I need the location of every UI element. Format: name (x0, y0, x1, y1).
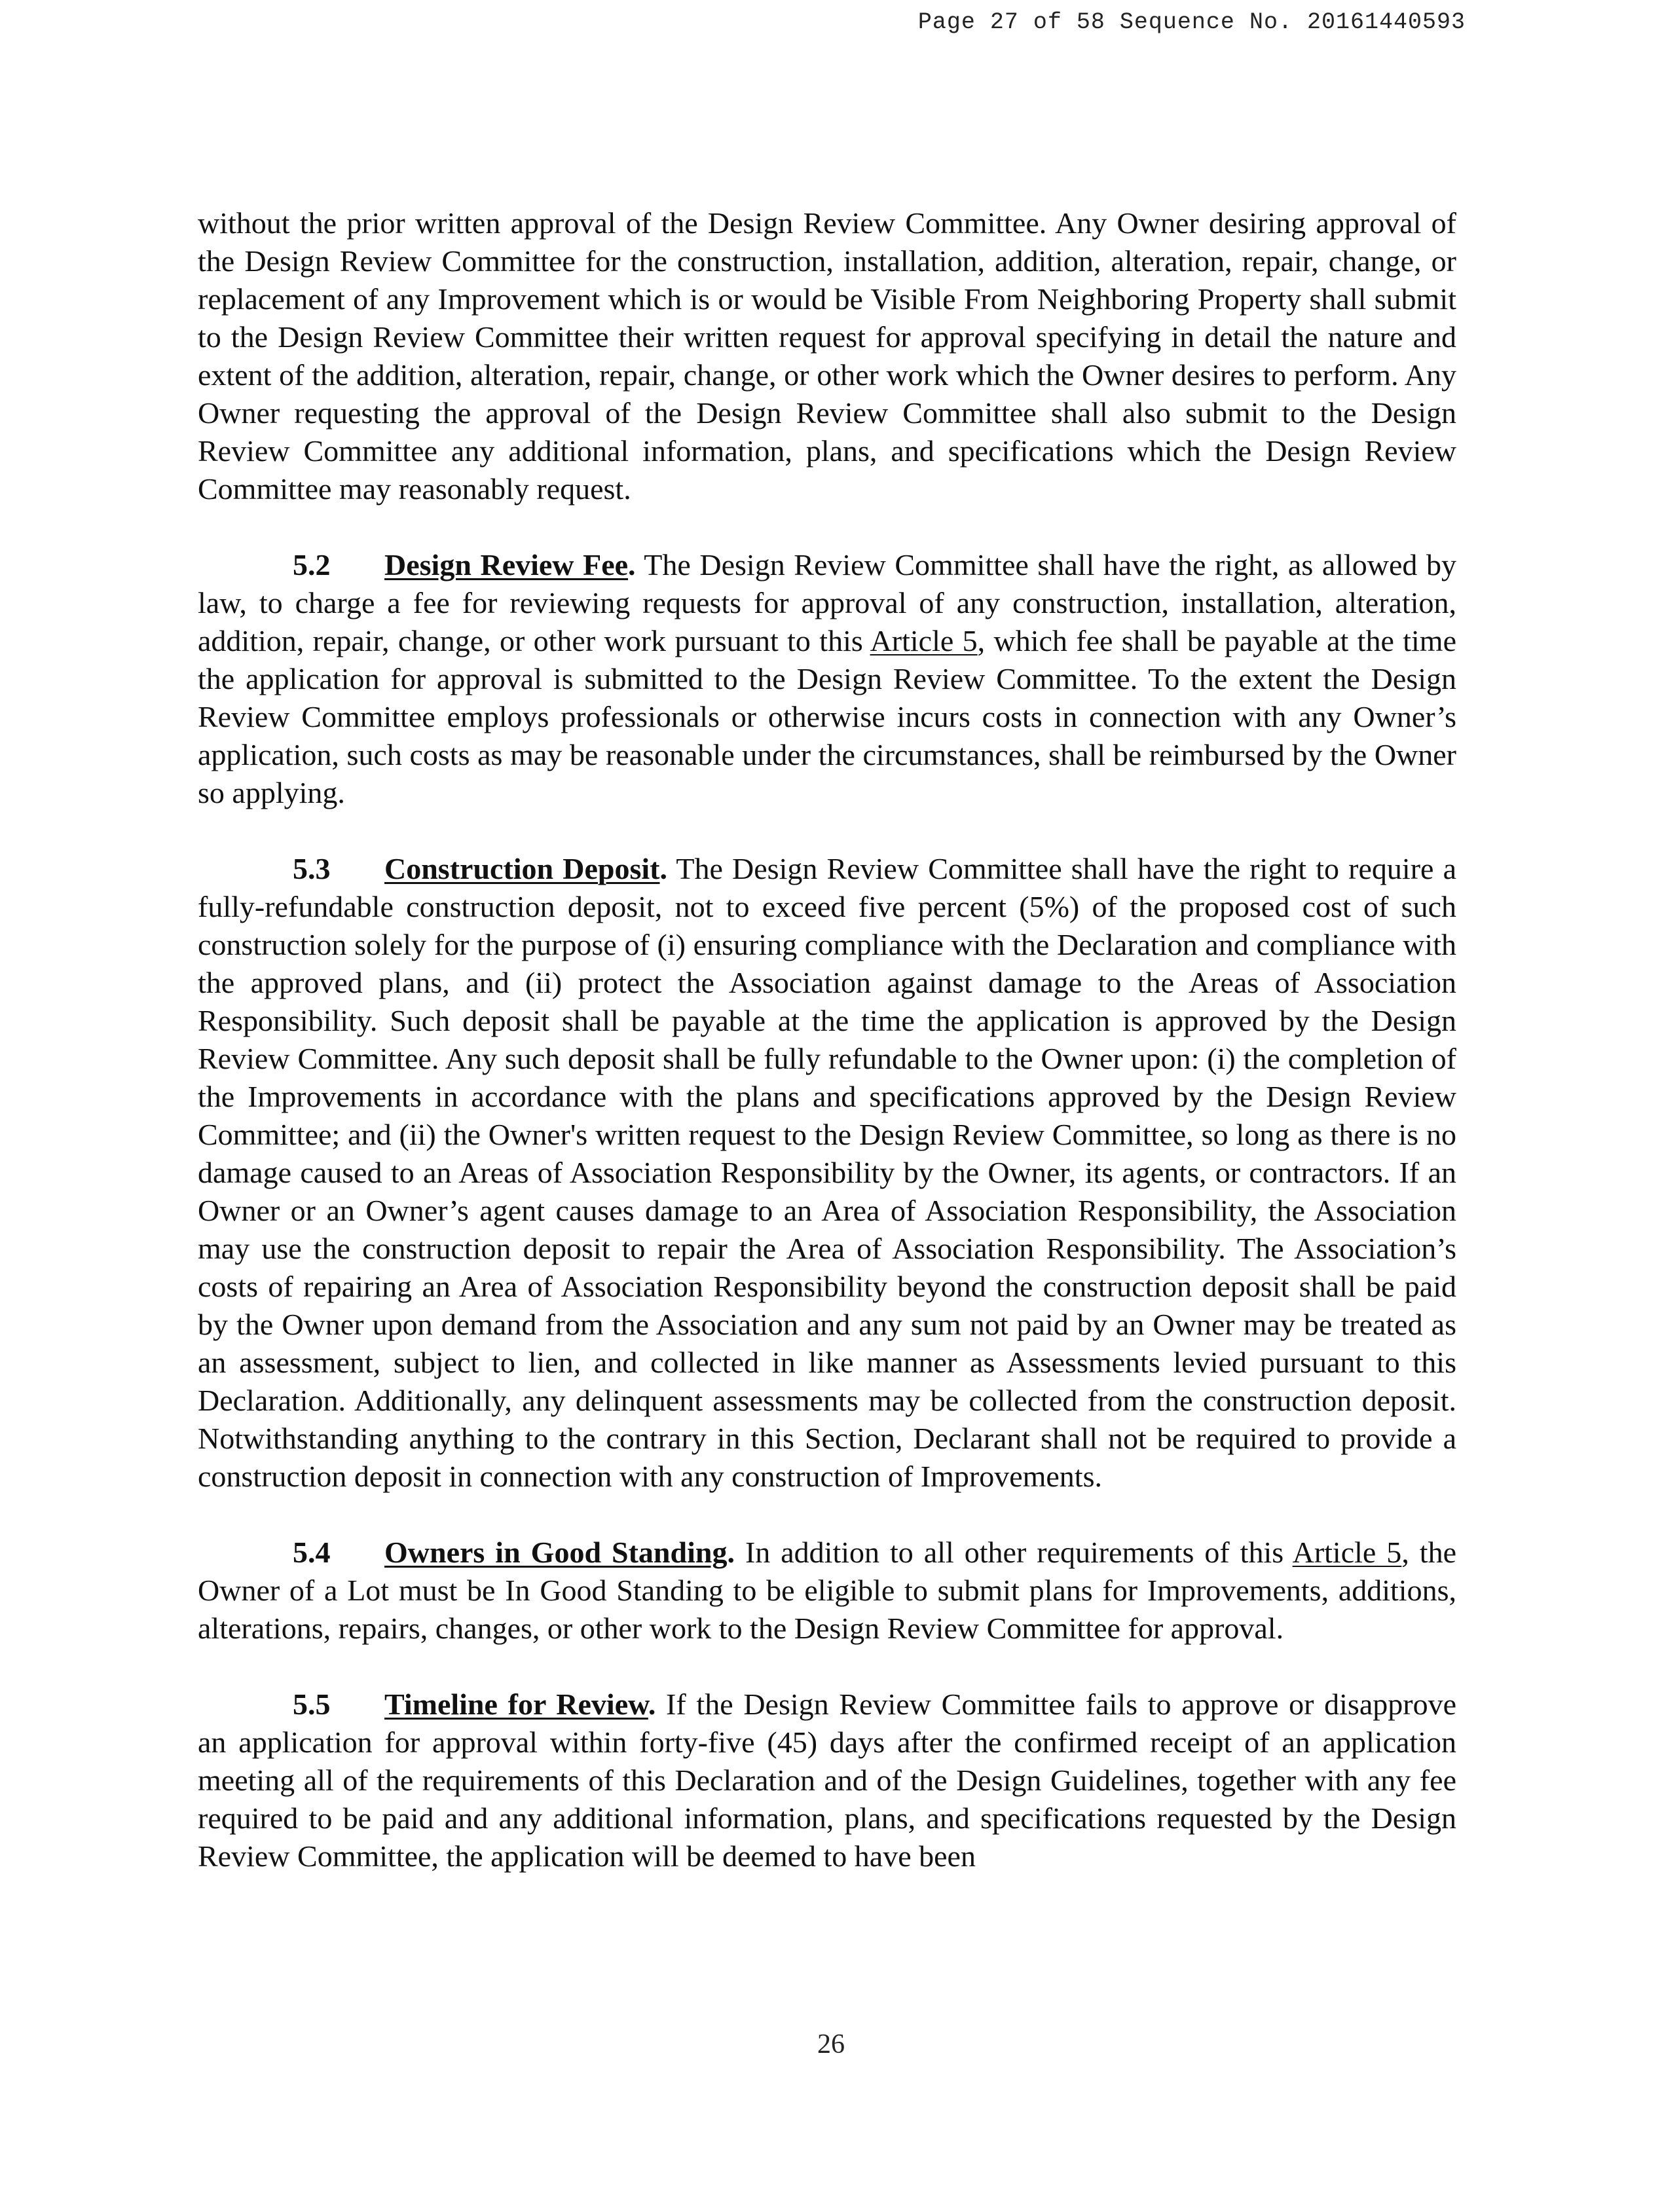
section-body-continued: , which fee shall be payable at the time the application for approval is submitted to the Design Review Committee. To the extent the Design Review Committee employs professionals or otherwise incurs costs in connection with any Owner’s application, such costs as may be reasonable under the circumstances, shall be reimbursed by the Owner so applying. (198, 624, 1456, 809)
section-body-continued: , the Owner of a Lot must be In Good Standing to be eligible to submit plans for Improvements, additions, alterations, repairs, changes, or other work to the Design Review Committee for approval. (198, 1536, 1456, 1645)
section-body: The Design Review Committee shall have the right to require a fully-refundable construction deposit, not to exceed five percent (5%) of the proposed cost of such construction solely for the purpose of (i) ensuring compliance with the Declaration and compliance with the approved plans, and (ii) protect the Association against damage to the Areas of Association Responsibility. Such deposit shall be payable at the time the application is approved by the Design Review Committee. Any such deposit shall be fully refundable to the Owner upon: (i) the completion of the Improvements in accordance with the plans and specifications approved by the Design Review Committee; and (ii) the Owner's written request to the Design Review Committee, so long as there is no damage caused to an Areas of Association Responsibility by the Owner, its agents, or contractors. If an Owner or an Owner’s agent causes damage to an Area of Association Responsibility, the Association may use the construction deposit to repair the Area of Association Responsibility. The Association’s costs of repairing an Area of Association Responsibility beyond the construction deposit shall be paid by the Owner upon demand from the Association and any sum not paid by an Owner may be treated as an assessment, subject to lien, and collected in like manner as Assessments levied pursuant to this Declaration. Additionally, any delinquent assessments may be collected from the construction deposit. Notwithstanding anything to the contrary in this Section, Declarant shall not be required to provide a construction deposit in connection with any construction of Improvements. (198, 852, 1457, 1493)
section-5-3 (198, 850, 1456, 1496)
continuation-paragraph: without the prior written approval of the Design Review Committee. Any Owner desiring approval of the Design Review Committee for the construction, installation, addition, alteration, repair, change, or replacement of any Improvement which is or would be Visible From Neighboring Property shall submit to the Design Review Committee their written request for approval specifying in detail the nature and extent of the addition, alteration, repair, change, or other work which the Owner desires to perform. Any Owner requesting the approval of the Design Review Committee shall also submit to the Design Review Committee any additional information, plans, and specifications which the Design Review Committee may reasonably request. (198, 206, 1456, 506)
section-number: 5.5 (293, 1687, 331, 1721)
article-reference: Article 5 (1292, 1536, 1402, 1569)
heading-period: . (648, 1687, 656, 1721)
section-5-4 (198, 1534, 1456, 1648)
article-reference: Article 5 (870, 624, 978, 657)
section-body: In addition to all other requirements of this (745, 1536, 1284, 1569)
section-heading: Owners in Good Standing (384, 1536, 728, 1569)
document-body (198, 204, 1456, 1913)
section-heading: Construction Deposit (384, 852, 660, 885)
section-heading: Timeline for Review (384, 1687, 648, 1721)
page-sequence-header: Page 27 of 58 Sequence No. 20161440593 (917, 9, 1466, 35)
section-5-5 (198, 1686, 1456, 1875)
heading-period: . (659, 852, 668, 885)
heading-period: . (727, 1536, 735, 1569)
section-heading: Design Review Fee (384, 548, 629, 581)
page-number: 26 (817, 2029, 845, 2059)
heading-period: . (628, 548, 636, 581)
section-number: 5.4 (293, 1536, 331, 1569)
section-body: If the Design Review Committee fails to approve or disapprove an application for approval within forty-five (45) days after the confirmed receipt of an application meeting all of the requirements of this Declaration and of the Design Guidelines, together with any fee required to be paid and any additional information, plans, and specifications requested by the Design Review Committee, the application will be deemed to have been (198, 1687, 1456, 1873)
section-number: 5.3 (293, 852, 331, 885)
section-body: The Design Review Committee shall have the right, as allowed by law, to charge a fee for reviewing requests for approval of any construction, installation, alteration, addition, repair, change, or other work pursuant to this (198, 548, 1457, 657)
section-5-2 (198, 546, 1456, 812)
section-number: 5.2 (293, 548, 331, 581)
